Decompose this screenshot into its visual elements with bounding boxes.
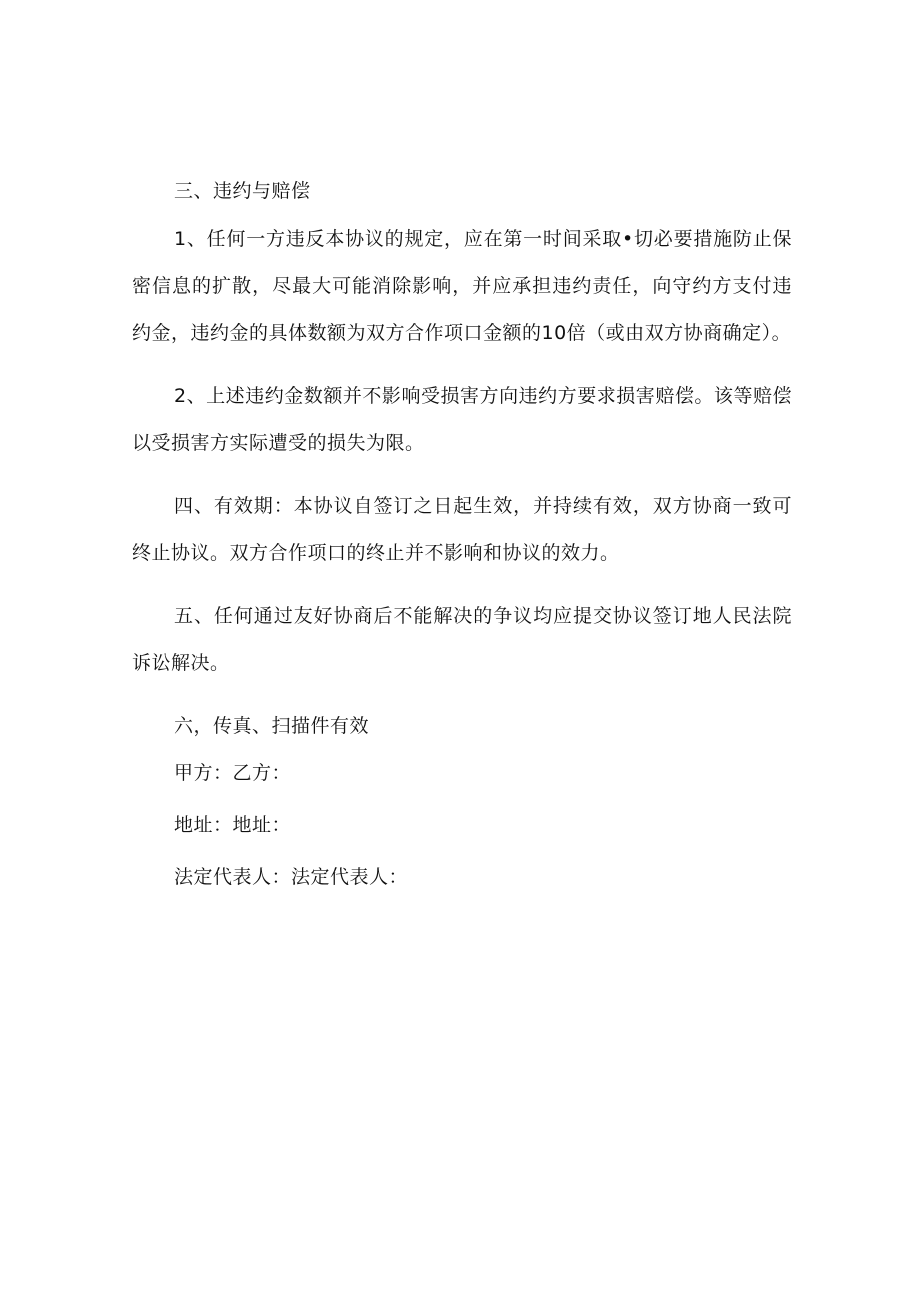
document-page — [132, 168, 792, 907]
clause-fax-scan: 六，传真、扫描件有效 — [174, 715, 370, 737]
signature-address: 地址：地址： — [174, 814, 292, 836]
clause-breach-1: 1、任何一方违反本协议的规定，应在第一时间采取•切必要措施防止保密信息的扩散，尽最大可能消除影响，并应承担违约责任，向守约方支付违约金，违约金的具体数额为双方合作项口金额的10倍（或由双方协商确定）。 — [132, 228, 792, 344]
clause-dispute: 五、任何通过友好协商后不能解决的争议均应提交协议签订地人民法院诉讼解决。 — [132, 605, 792, 674]
signature-legal-rep: 法定代表人：法定代表人： — [174, 866, 409, 888]
clause-breach-2: 2、上述违约金数额并不影响受损害方向违约方要求损害赔偿。该等赔偿以受损害方实际遭受的损失为限。 — [132, 385, 792, 454]
clause-validity: 四、有效期：本协议自签订之日起生效，并持续有效，双方协商一致可终止协议。双方合作项口的终止并不影响和协议的效力。 — [132, 495, 792, 564]
section-heading-breach: 三、违约与赔偿 — [174, 180, 311, 202]
signature-party: 甲方：乙方： — [174, 762, 292, 784]
